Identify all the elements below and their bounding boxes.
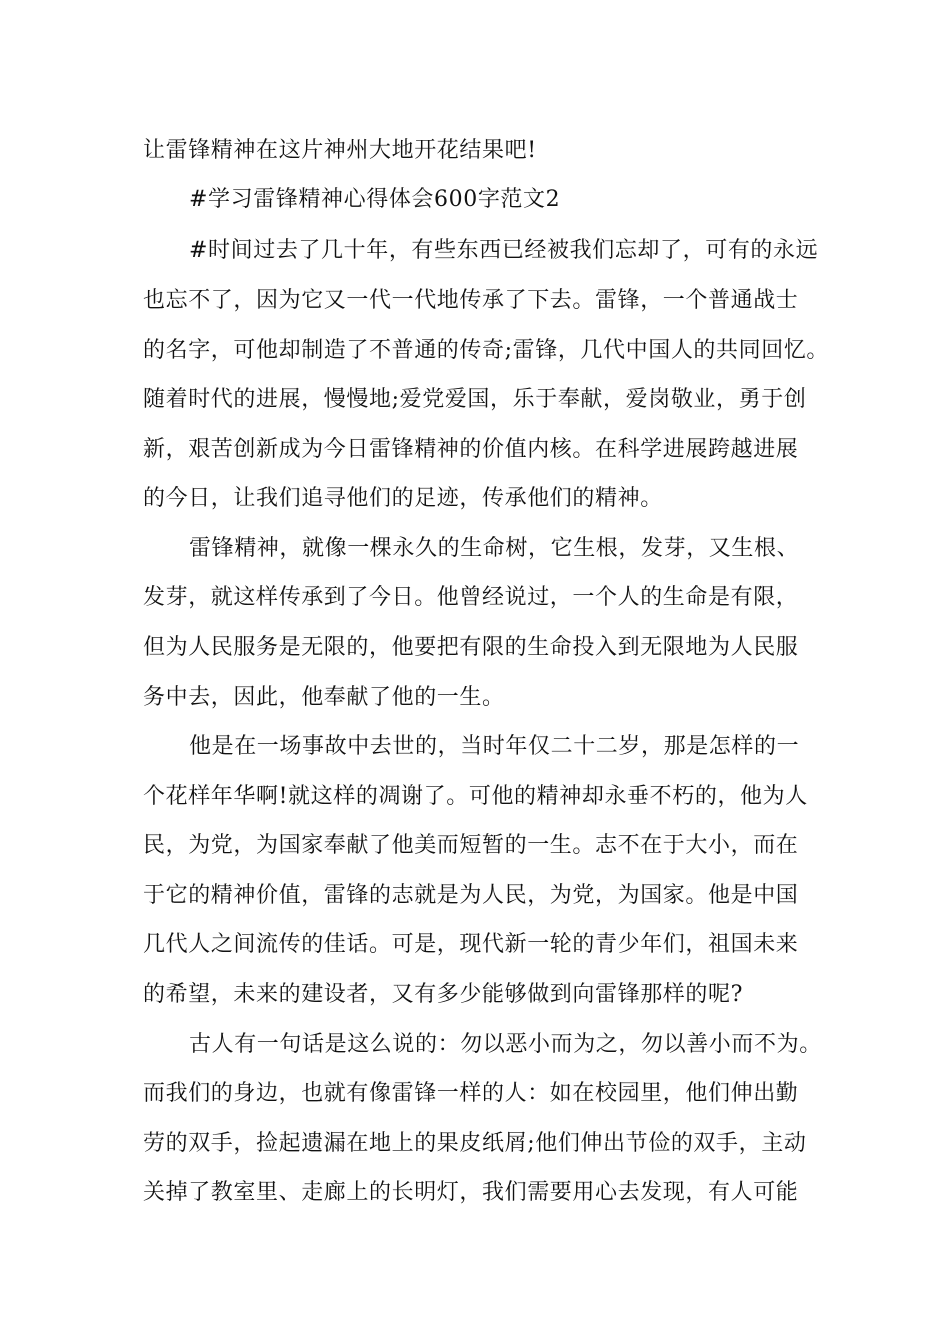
text-line: 但为人民服务是无限的，他要把有限的生命投入到无限地为人民服 [143, 635, 799, 660]
text-line: 新，艰苦创新成为今日雷锋精神的价值内核。在科学进展跨越进展 [143, 437, 799, 462]
section-heading: #学习雷锋精神心得体会600字范文2 [189, 187, 561, 212]
text-line: 几代人之间流传的佳话。可是，现代新一轮的青少年们，祖国未来 [143, 932, 799, 957]
text-line: 让雷锋精神在这片神州大地开花结果吧! [143, 138, 537, 163]
text-line: 民，为党，为国家奉献了他美而短暂的一生。志不在于大小，而在 [143, 833, 799, 858]
text-line: 的名字，可他却制造了不普通的传奇;雷锋，几代中国人的共同回忆。 [143, 338, 830, 363]
text-line: 他是在一场事故中去世的，当时年仅二十二岁，那是怎样的一 [189, 734, 800, 759]
text-line: 的希望，未来的建设者，又有多少能够做到向雷锋那样的呢? [143, 982, 743, 1007]
text-line: 的今日，让我们追寻他们的足迹，传承他们的精神。 [143, 486, 663, 511]
text-line: #时间过去了几十年，有些东西已经被我们忘却了，可有的永远 [189, 238, 819, 263]
text-line: 关掉了教室里、走廊上的长明灯，我们需要用心去发现，有人可能 [143, 1180, 799, 1205]
text-line: 劳的双手，捡起遗漏在地上的果皮纸屑;他们伸出节俭的双手，主动 [143, 1131, 807, 1156]
text-line: 发芽，就这样传承到了今日。他曾经说过，一个人的生命是有限， [143, 585, 799, 610]
text-line: 雷锋精神，就像一棵永久的生命树，它生根，发芽，又生根、 [189, 536, 800, 561]
text-line: 个花样年华啊!就这样的凋谢了。可他的精神却永垂不朽的，他为人 [143, 784, 808, 809]
text-line: 务中去，因此，他奉献了他的一生。 [143, 685, 505, 710]
text-line: 古人有一句话是这么说的：勿以恶小而为之，勿以善小而不为。 [189, 1032, 822, 1057]
text-line: 也忘不了，因为它又一代一代地传承了下去。雷锋，一个普通战士 [143, 288, 799, 313]
text-line: 而我们的身边，也就有像雷锋一样的人：如在校园里，他们伸出勤 [143, 1081, 799, 1106]
text-line: 于它的精神价值，雷锋的志就是为人民，为党，为国家。他是中国 [143, 883, 799, 908]
text-line: 随着时代的进展，慢慢地;爱党爱国，乐于奉献，爱岗敬业，勇于创 [143, 387, 807, 412]
